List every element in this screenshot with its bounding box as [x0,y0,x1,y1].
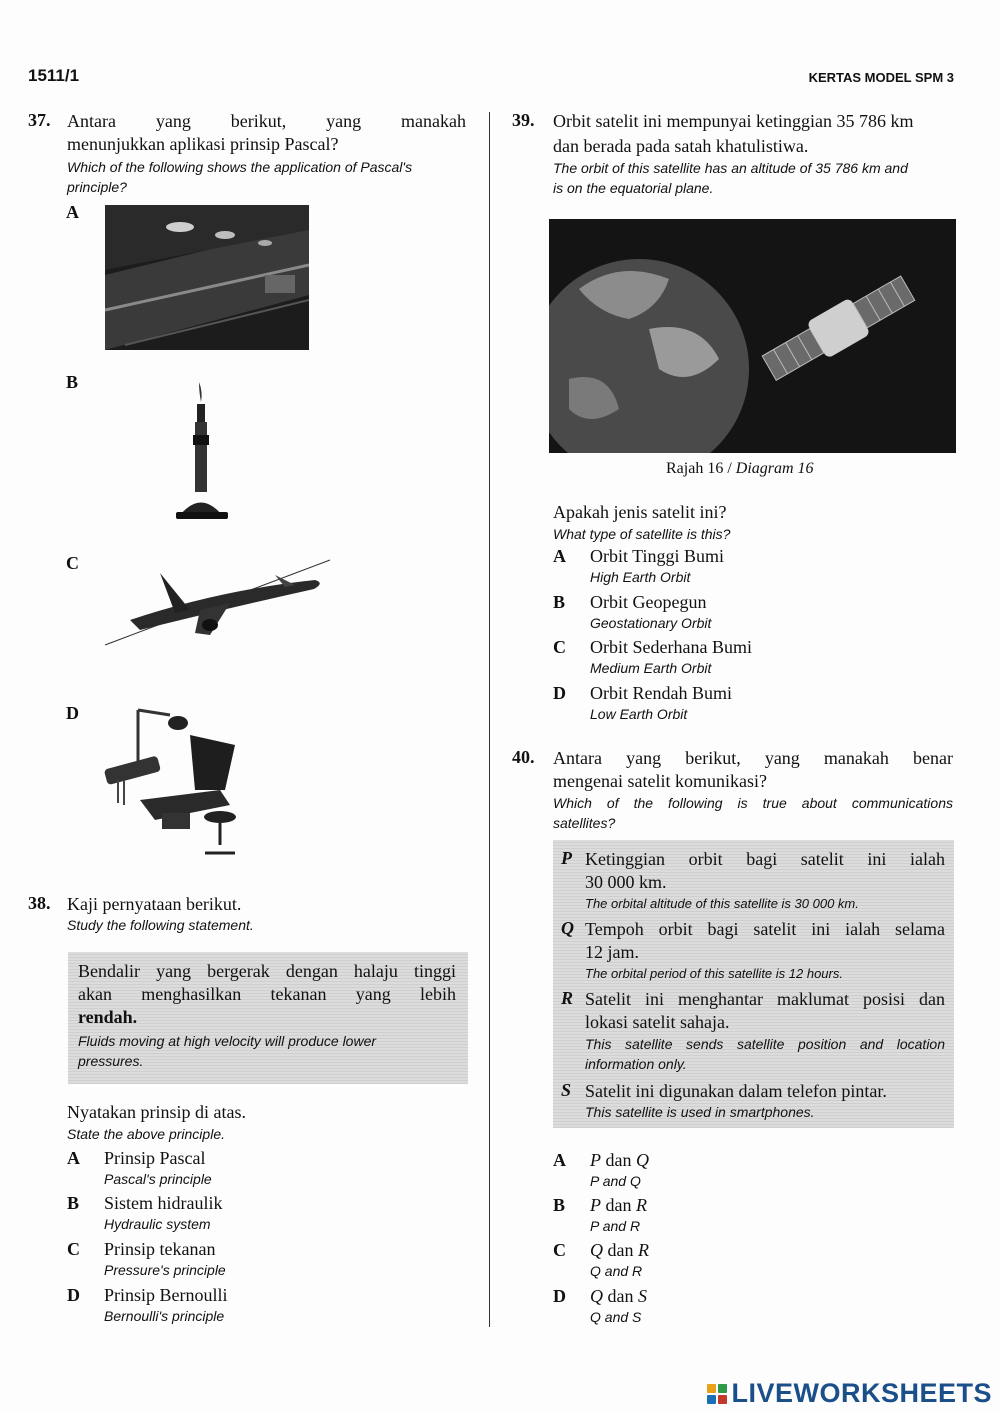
q39-option-b-en: Geostationary Orbit [590,615,712,631]
q38-option-b-ms[interactable]: Sistem hidraulik [104,1193,223,1213]
statement-r-en-1: This satellite sends satellite position and location [585,1036,945,1052]
q40-option-d-en: Q and S [590,1309,642,1325]
q40-option-d-letter[interactable]: D [553,1286,566,1306]
q38-ask-ms: Nyatakan prinsip di atas. [67,1102,246,1122]
q40-text-ms-1: Antara yang berikut, yang manakah benar [553,748,953,768]
q38-intro-en: Study the following statement. [67,917,254,933]
q40-option-b-letter[interactable]: B [553,1195,566,1215]
q40-option-c-en: Q and R [590,1263,643,1279]
statement-r-letter: R [561,988,574,1008]
statement-s-en: This satellite is used in smartphones. [585,1104,815,1120]
q38-option-b-en: Hydraulic system [104,1216,211,1232]
q39-option-b-letter[interactable]: B [553,592,566,612]
q40-text-ms-2: mengenai satelit komunikasi? [553,771,767,791]
q40-statements-box [553,840,954,1128]
q38-option-c-ms[interactable]: Prinsip tekanan [104,1239,216,1259]
q39-option-b-ms[interactable]: Orbit Geopegun [590,592,707,612]
q40-number: 40. [512,747,535,767]
q39-text-en-1: The orbit of this satellite has an altitude of 35 786 km and [553,160,908,176]
statement-r-en-2: information only. [585,1056,687,1072]
q38-statement-box [68,952,468,1084]
column-divider [489,112,490,1327]
q39-option-a-ms[interactable]: Orbit Tinggi Bumi [590,546,725,566]
q39-option-a-letter[interactable]: A [553,546,566,566]
q40-option-c-ms[interactable]: Q dan R [590,1240,649,1260]
q37-text-ms-1: Antara yang berikut, yang manakah [67,111,466,131]
q38-option-a-ms[interactable]: Prinsip Pascal [104,1148,206,1168]
bunsen-burner-image [170,380,240,525]
q38-statement-ms-2: akan menghasilkan tekanan yang lebih [78,984,456,1004]
statement-r-ms-1: Satelit ini menghantar maklumat posisi dan [585,989,945,1009]
statement-q-ms-1: Tempoh orbit bagi satelit ini ialah selama [585,919,945,939]
q39-text-ms-2: dan berada pada satah khatulistiwa. [553,136,809,156]
q37-text-en-2: principle? [67,179,127,195]
q39-ask-en: What type of satellite is this? [553,526,731,542]
q38-option-c-en: Pressure's principle [104,1262,226,1278]
q38-ask-en: State the above principle. [67,1126,225,1142]
q37-text-ms-2: menunjukkan aplikasi prinsip Pascal? [67,134,339,154]
q38-option-a-letter[interactable]: A [67,1148,80,1168]
q39-option-a-en: High Earth Orbit [590,569,691,585]
q39-number: 39. [512,110,535,130]
q38-option-d-en: Bernoulli's principle [104,1308,225,1324]
q37-option-c-letter[interactable]: C [66,553,79,573]
q38-option-d-ms[interactable]: Prinsip Bernoulli [104,1285,228,1305]
statement-p-ms-2: 30 000 km. [585,872,667,892]
statement-r-ms-2: lokasi satelit sahaja. [585,1012,730,1032]
q38-statement-ms-1: Bendalir yang bergerak dengan halaju tinggi [78,961,456,981]
statement-p-en: The orbital altitude of this satellite is 30 000 km. [585,896,859,911]
q39-ask-ms: Apakah jenis satelit ini? [553,502,727,522]
q38-statement-en-1: Fluids moving at high velocity will produce lower [78,1033,377,1049]
liveworksheets-logo-text: LIVEWORKSHEETS [731,1378,992,1408]
q38-intro-ms: Kaji pernyataan berikut. [67,894,242,914]
airplane-image [100,555,335,650]
paper-code: 1511/1 [28,66,80,85]
q38-option-c-letter[interactable]: C [67,1239,80,1259]
q38-option-d-letter[interactable]: D [67,1285,80,1305]
q38-statement-ms-3: rendah. [78,1007,138,1027]
q40-option-b-en: P and R [590,1218,641,1234]
q40-option-b-ms[interactable]: P dan R [590,1195,647,1215]
paper-title: KERTAS MODEL SPM 3 [808,70,954,85]
q40-option-c-letter[interactable]: C [553,1240,566,1260]
q40-text-en-2: satellites? [553,815,616,831]
q38-option-a-en: Pascal's principle [104,1171,212,1187]
liveworksheets-logo[interactable] [707,1378,992,1409]
dental-chair-image [100,705,250,860]
q40-option-a-letter[interactable]: A [553,1150,566,1170]
q40-option-a-ms[interactable]: P dan Q [590,1150,649,1170]
statement-q-letter: Q [561,918,574,938]
q39-option-c-en: Medium Earth Orbit [590,660,712,676]
q38-statement-en-2: pressures. [78,1053,144,1069]
satellite-diagram [549,219,956,453]
statement-s-letter: S [561,1080,572,1100]
diagram-caption [666,460,814,478]
q38-option-b-letter[interactable]: B [67,1193,80,1213]
q40-option-d-ms[interactable]: Q dan S [590,1286,647,1306]
statement-p-letter: P [561,848,572,868]
statement-q-ms-2: 12 jam. [585,942,639,962]
q39-option-c-letter[interactable]: C [553,637,566,657]
q37-text-en-1: Which of the following shows the application of Pascal's [67,159,413,175]
q39-option-c-ms[interactable]: Orbit Sederhana Bumi [590,637,752,657]
q37-option-d-letter[interactable]: D [66,703,79,723]
diagram-caption-ms: Rajah 16 / [666,460,736,477]
q40-option-a-en: P and Q [590,1173,641,1189]
statement-p-ms-1: Ketinggian orbit bagi satelit ini ialah [585,849,945,869]
statement-q-en: The orbital period of this satellite is 12 hours. [585,966,843,981]
q37-option-b-letter[interactable]: B [66,372,79,392]
q39-option-d-ms[interactable]: Orbit Rendah Bumi [590,683,732,703]
q38-number: 38. [28,893,51,913]
q37-number: 37. [28,110,51,130]
liveworksheets-logo-icon [707,1384,727,1404]
q39-text-ms-1: Orbit satelit ini mempunyai ketinggian 35 786 km [553,111,914,131]
q39-text-en-2: is on the equatorial plane. [553,180,714,196]
q39-option-d-letter[interactable]: D [553,683,566,703]
q40-text-en-1: Which of the following is true about communications [553,795,953,811]
diagram-caption-en: Diagram 16 [735,460,814,477]
tunnel-photo [105,205,309,350]
q37-option-a-letter[interactable]: A [66,202,79,222]
statement-s-ms-1: Satelit ini digunakan dalam telefon pintar. [585,1081,887,1101]
q39-option-d-en: Low Earth Orbit [590,706,688,722]
